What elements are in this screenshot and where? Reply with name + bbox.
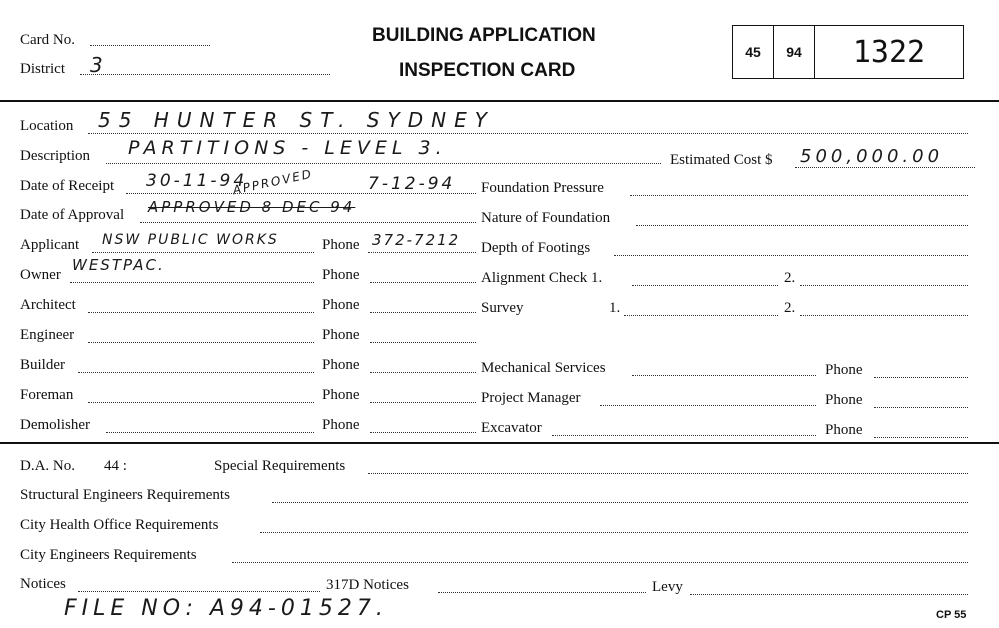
notices-317d-line bbox=[438, 592, 646, 593]
city-eng-label: City Engineers Requirements bbox=[20, 547, 197, 563]
estimated-cost-label: Estimated Cost $ bbox=[670, 152, 773, 168]
alignment-2-label: 2. bbox=[784, 270, 796, 286]
date-receipt-value: 30-11-94 bbox=[146, 171, 248, 191]
health-line bbox=[260, 532, 968, 533]
applicant-phone-line bbox=[368, 252, 476, 253]
survey-1-label: 1. bbox=[609, 300, 621, 316]
project-manager-line bbox=[600, 405, 816, 406]
owner-phone-line bbox=[370, 282, 476, 283]
excavator-line bbox=[552, 435, 816, 436]
owner-phone-label: Phone bbox=[322, 267, 360, 283]
district-label: District bbox=[20, 61, 65, 77]
structural-label: Structural Engineers Requirements bbox=[20, 487, 230, 503]
mechanical-phone-label: Phone bbox=[825, 362, 863, 378]
depth-footings-line bbox=[614, 255, 968, 256]
notices-317d-label: 317D Notices bbox=[326, 577, 409, 593]
date-receipt-line bbox=[126, 193, 476, 194]
card-number: 1322 bbox=[852, 34, 926, 70]
depth-footings-label: Depth of Footings bbox=[481, 240, 591, 256]
description-label: Description bbox=[20, 148, 90, 164]
foundation-pressure-line bbox=[630, 195, 968, 196]
title-line1: BUILDING APPLICATION bbox=[372, 25, 596, 46]
demolisher-phone-label: Phone bbox=[322, 417, 360, 433]
description-value: PARTITIONS - LEVEL 3. bbox=[128, 137, 447, 159]
da-label: D.A. No. bbox=[20, 458, 75, 474]
file-number: FILE NO: A94-01527. bbox=[64, 596, 388, 621]
applicant-label: Applicant bbox=[20, 237, 80, 253]
survey-line-2 bbox=[800, 315, 968, 316]
architect-label: Architect bbox=[20, 297, 76, 313]
date-receipt-label: Date of Receipt bbox=[20, 178, 115, 194]
location-value: 55 HUNTER ST. SYDNEY bbox=[98, 108, 495, 132]
special-label: Special Requirements bbox=[214, 458, 346, 474]
box-cell-1: 45 bbox=[733, 26, 774, 78]
notices-line bbox=[78, 591, 320, 592]
date-approval-line bbox=[140, 222, 476, 223]
applicant-phone-value: 372-7212 bbox=[372, 231, 461, 249]
demolisher-label: Demolisher bbox=[20, 417, 90, 433]
demolisher-phone-line bbox=[370, 432, 476, 433]
levy-label: Levy bbox=[652, 579, 683, 595]
notices-label: Notices bbox=[20, 576, 66, 592]
nature-foundation-line bbox=[636, 225, 968, 226]
owner-value: WESTPAC. bbox=[72, 256, 165, 274]
form-code: CP 55 bbox=[936, 609, 967, 621]
engineer-line bbox=[88, 342, 314, 343]
health-label: City Health Office Requirements bbox=[20, 517, 219, 533]
architect-line bbox=[88, 312, 314, 313]
foundation-pressure-label: Foundation Pressure bbox=[481, 180, 604, 196]
estimated-cost-value: 500,000.00 bbox=[800, 146, 944, 167]
description-line bbox=[106, 163, 661, 164]
project-manager-label: Project Manager bbox=[481, 390, 581, 406]
applicant-value: NSW PUBLIC WORKS bbox=[102, 232, 279, 248]
excavator-phone-line bbox=[874, 437, 968, 438]
alignment-line-2 bbox=[800, 285, 968, 286]
title-line2: INSPECTION CARD bbox=[399, 60, 576, 81]
date-approval-label: Date of Approval bbox=[20, 207, 125, 223]
mechanical-line bbox=[632, 375, 816, 376]
header-divider bbox=[0, 100, 999, 102]
estimated-cost-line bbox=[795, 167, 975, 168]
city-eng-line bbox=[232, 562, 968, 563]
location-line bbox=[88, 133, 968, 134]
owner-line bbox=[70, 282, 314, 283]
alignment-line-1 bbox=[632, 285, 778, 286]
foreman-line bbox=[88, 402, 314, 403]
nature-foundation-label: Nature of Foundation bbox=[481, 210, 611, 226]
district-value: 3 bbox=[90, 53, 106, 77]
mechanical-phone-line bbox=[874, 377, 968, 378]
card-number-box bbox=[732, 25, 964, 79]
builder-line bbox=[78, 372, 314, 373]
mechanical-label: Mechanical Services bbox=[481, 360, 606, 376]
excavator-label: Excavator bbox=[481, 420, 542, 436]
special-line bbox=[368, 473, 968, 474]
card-no-line bbox=[90, 45, 210, 46]
excavator-phone-label: Phone bbox=[825, 422, 863, 438]
levy-line bbox=[690, 594, 968, 595]
box-cell-2: 94 bbox=[774, 26, 815, 78]
builder-phone-label: Phone bbox=[322, 357, 360, 373]
foreman-phone-line bbox=[370, 402, 476, 403]
builder-phone-line bbox=[370, 372, 476, 373]
da-value: 44 : bbox=[104, 458, 127, 474]
survey-2-label: 2. bbox=[784, 300, 796, 316]
date-approval-value: APPROVED 8 DEC 94 bbox=[148, 198, 356, 216]
alignment-label: Alignment Check 1. bbox=[481, 270, 603, 286]
foreman-label: Foreman bbox=[20, 387, 74, 403]
builder-label: Builder bbox=[20, 357, 65, 373]
engineer-phone-label: Phone bbox=[322, 327, 360, 343]
survey-line-1 bbox=[624, 315, 778, 316]
applicant-phone-label: Phone bbox=[322, 237, 360, 253]
architect-phone-line bbox=[370, 312, 476, 313]
structural-line bbox=[272, 502, 968, 503]
owner-label: Owner bbox=[20, 267, 61, 283]
foreman-phone-label: Phone bbox=[322, 387, 360, 403]
project-manager-phone-label: Phone bbox=[825, 392, 863, 408]
approved-date: 7-12-94 bbox=[368, 174, 456, 194]
applicant-line bbox=[92, 252, 314, 253]
approved-stamp: APPROVED bbox=[231, 166, 315, 198]
fields-divider bbox=[0, 442, 999, 444]
demolisher-line bbox=[106, 432, 314, 433]
district-line bbox=[80, 74, 330, 75]
project-manager-phone-line bbox=[874, 407, 968, 408]
location-label: Location bbox=[20, 118, 74, 134]
engineer-label: Engineer bbox=[20, 327, 75, 343]
card-no-label: Card No. bbox=[20, 32, 75, 48]
survey-label: Survey bbox=[481, 300, 524, 316]
engineer-phone-line bbox=[370, 342, 476, 343]
architect-phone-label: Phone bbox=[322, 297, 360, 313]
